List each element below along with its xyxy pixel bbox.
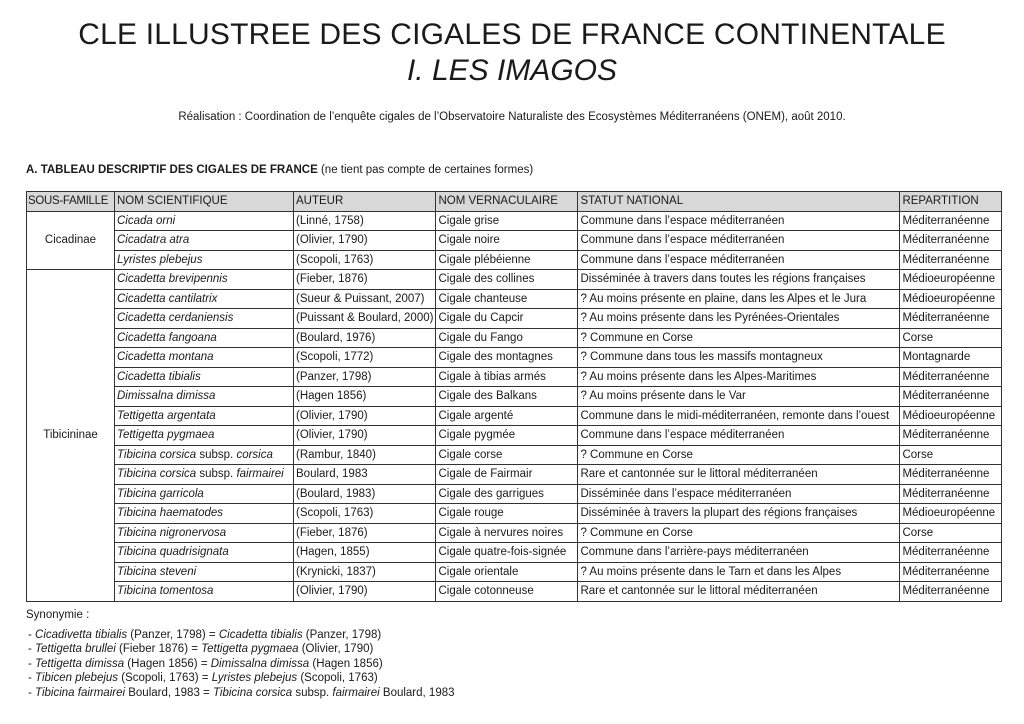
distribution-cell: Méditerranéenne (900, 465, 1002, 485)
scientific-name-cell (115, 211, 294, 231)
table-row (27, 465, 1002, 485)
table-row (27, 387, 1002, 407)
scientific-name-cell (115, 406, 294, 426)
table-row (27, 426, 1002, 446)
vernacular-name-cell: Cigale des Balkans (436, 387, 578, 407)
synonymy-item: - Cicadivetta tibialis (Panzer, 1798) = Cicadetta tibialis (Panzer, 1798) (28, 629, 382, 641)
distribution-cell: Méditerranéenne (900, 250, 1002, 270)
author-cell: (Hagen, 1855) (294, 543, 436, 563)
scientific-name: Tettigetta pygmaea (117, 429, 215, 442)
scientific-name: Cicadetta cantilatrix (117, 292, 218, 305)
table-row (27, 309, 1002, 329)
synonym-subsp-marker: subsp. (292, 686, 333, 699)
synonym-old-author: (Fieber 1876) = (115, 643, 202, 656)
vernacular-name-cell: Cigale quatre-fois-signée (436, 543, 578, 563)
vernacular-name-cell: Cigale grise (436, 211, 578, 231)
vernacular-name-cell: Cigale chanteuse (436, 289, 578, 309)
vernacular-name-cell: Cigale du Fango (436, 328, 578, 348)
synonym-old-name: Tibicen plebejus (35, 672, 119, 685)
table-row (27, 582, 1002, 602)
author-cell: (Rambur, 1840) (294, 445, 436, 465)
scientific-name: Cicadatra atra (117, 234, 190, 247)
national-status-cell: ? Au moins présente dans les Pyrénées-Orientales (578, 309, 900, 329)
synonymy-item: - Tibicina fairmairei Boulard, 1983 = Tibicina corsica subsp. fairmairei Boulard, 1983 (28, 686, 455, 699)
scientific-name: Cicadetta cerdaniensis (117, 312, 234, 325)
author-cell: (Scopoli, 1772) (294, 348, 436, 368)
national-status-cell: ? Au moins présente dans les Alpes-Maritimes (578, 367, 900, 387)
distribution-cell: Méditerranéenne (900, 211, 1002, 231)
distribution-cell: Méditerranéenne (900, 543, 1002, 563)
header-distribution: REPARTITION (900, 192, 1002, 212)
scientific-name-cell (115, 543, 294, 563)
scientific-name: Tibicina nigronervosa (117, 526, 227, 539)
header-scientific-name: NOM SCIENTIFIQUE (115, 192, 294, 212)
national-status-cell: Rare et cantonnée sur le littoral méditerranéen (578, 465, 900, 485)
table-row (27, 445, 1002, 465)
scientific-name: Tibicina corsica (117, 468, 197, 481)
vernacular-name-cell: Cigale cotonneuse (436, 582, 578, 602)
distribution-cell: Méditerranéenne (900, 426, 1002, 446)
synonym-old-name: Tettigetta dimissa (35, 657, 125, 670)
table-row (27, 328, 1002, 348)
synonym-old-author: (Panzer, 1798) = (127, 629, 219, 641)
synonymy-title: Synonymie : (26, 609, 90, 621)
vernacular-name-cell: Cigale du Capcir (436, 309, 578, 329)
author-cell: (Olivier, 1790) (294, 582, 436, 602)
scientific-name: Tibicina quadrisignata (117, 546, 229, 559)
scientific-name-cell (115, 484, 294, 504)
scientific-name-cell (115, 582, 294, 602)
national-status-cell: ? Commune en Corse (578, 328, 900, 348)
subfamily-cell: Tibicininae (27, 270, 115, 602)
distribution-cell: Corse (900, 445, 1002, 465)
synonymy-item: - Tibicen plebejus (Scopoli, 1763) = Lyristes plebejus (Scopoli, 1763) (28, 672, 378, 685)
scientific-name-cell (115, 250, 294, 270)
synonym-valid-name: Lyristes plebejus (211, 672, 298, 685)
national-status-cell: ? Au moins présente dans le Tarn et dans les Alpes (578, 562, 900, 582)
credit-line: Réalisation : Coordination de l’enquête cigales de l’Observatoire Naturaliste des Ecosystèmes Méditerranéens (ONEM), août 2010. (178, 111, 846, 123)
national-status-cell: Commune dans l’espace méditerranéen (578, 250, 900, 270)
scientific-name-cell (115, 348, 294, 368)
scientific-name-cell (115, 231, 294, 251)
header-author: AUTEUR (294, 192, 436, 212)
scientific-name: Cicada orni (117, 214, 176, 227)
national-status-cell: ? Commune dans tous les massifs montagneux (578, 348, 900, 368)
author-cell: (Panzer, 1798) (294, 367, 436, 387)
distribution-cell: Méditerranéenne (900, 231, 1002, 251)
scientific-name: Tettigetta argentata (117, 409, 216, 422)
scientific-name: Cicadetta montana (117, 351, 214, 364)
table-body (27, 211, 1002, 601)
author-cell: (Boulard, 1983) (294, 484, 436, 504)
table-row (27, 523, 1002, 543)
table-row (27, 367, 1002, 387)
vernacular-name-cell: Cigale pygmée (436, 426, 578, 446)
section-heading (26, 164, 533, 176)
synonym-old-author: Boulard, 1983 = (125, 686, 213, 699)
vernacular-name-cell: Cigale des montagnes (436, 348, 578, 368)
header-vernacular-name: NOM VERNACULAIRE (436, 192, 578, 212)
author-cell: (Fieber, 1876) (294, 523, 436, 543)
table-row (27, 250, 1002, 270)
synonym-old-author: (Scopoli, 1763) = (118, 672, 212, 685)
scientific-name-cell (115, 562, 294, 582)
author-cell: (Scopoli, 1763) (294, 504, 436, 524)
distribution-cell: Corse (900, 328, 1002, 348)
author-cell: (Hagen 1856) (294, 387, 436, 407)
scientific-name: Cicadetta fangoana (117, 331, 217, 344)
scientific-name-cell (115, 309, 294, 329)
author-cell: (Olivier, 1790) (294, 426, 436, 446)
subspecies-marker: subsp. (196, 468, 237, 481)
distribution-cell: Médioeuropéenne (900, 270, 1002, 290)
author-cell: (Olivier, 1790) (294, 231, 436, 251)
scientific-name-cell (115, 367, 294, 387)
author-cell: (Puissant & Boulard, 2000) (294, 309, 436, 329)
section-heading-bold: A. TABLEAU DESCRIPTIF DES CIGALES DE FRANCE (26, 164, 318, 176)
synonym-valid-name: Cicadetta tibialis (218, 629, 303, 641)
scientific-name: Tibicina tomentosa (117, 585, 214, 598)
distribution-cell: Méditerranéenne (900, 367, 1002, 387)
author-cell: (Fieber, 1876) (294, 270, 436, 290)
author-cell: (Scopoli, 1763) (294, 250, 436, 270)
table-row (27, 348, 1002, 368)
distribution-cell: Méditerranéenne (900, 562, 1002, 582)
synonym-subsp-name: fairmairei (332, 686, 380, 699)
subfamily-cell: Cicadinae (27, 211, 115, 270)
table-row (27, 211, 1002, 231)
section-note: (ne tient pas compte de certaines formes) (317, 164, 534, 176)
table-row (27, 543, 1002, 563)
national-status-cell: ? Au moins présente dans le Var (578, 387, 900, 407)
vernacular-name-cell: Cigale des garrigues (436, 484, 578, 504)
synonym-valid-name: Tibicina corsica (212, 686, 293, 699)
table-row (27, 484, 1002, 504)
synonym-old-name: Tettigetta brullei (35, 643, 116, 656)
table-row (27, 289, 1002, 309)
national-status-cell: Commune dans l’espace méditerranéen (578, 211, 900, 231)
scientific-name: Dimissalna dimissa (117, 390, 216, 403)
distribution-cell: Méditerranéenne (900, 309, 1002, 329)
vernacular-name-cell: Cigale corse (436, 445, 578, 465)
distribution-cell: Médioeuropéenne (900, 406, 1002, 426)
scientific-name-cell (115, 445, 294, 465)
synonym-valid-author: (Hagen 1856) (309, 657, 383, 670)
author-cell: (Linné, 1758) (294, 211, 436, 231)
synonym-old-name: Tibicina fairmairei (35, 686, 126, 699)
header-subfamily: SOUS-FAMILLE (27, 192, 115, 212)
page-subtitle: I. LES IMAGOS (406, 54, 618, 87)
subspecies-name: fairmairei (236, 468, 284, 481)
synonym-valid-author: Boulard, 1983 (379, 686, 455, 699)
cicada-table (26, 191, 1002, 602)
national-status-cell: ? Au moins présente en plaine, dans les Alpes et le Jura (578, 289, 900, 309)
synonym-valid-name: Dimissalna dimissa (210, 657, 310, 670)
table-row (27, 406, 1002, 426)
vernacular-name-cell: Cigale de Fairmair (436, 465, 578, 485)
national-status-cell: ? Commune en Corse (578, 523, 900, 543)
national-status-cell: Commune dans l’arrière-pays méditerranéen (578, 543, 900, 563)
distribution-cell: Méditerranéenne (900, 484, 1002, 504)
scientific-name: Tibicina corsica (117, 448, 197, 461)
distribution-cell: Montagnarde (900, 348, 1002, 368)
author-cell: Boulard, 1983 (294, 465, 436, 485)
national-status-cell: Disséminée à travers la plupart des régions françaises (578, 504, 900, 524)
scientific-name-cell (115, 270, 294, 290)
synonym-valid-name: Tettigetta pygmaea (201, 643, 299, 656)
scientific-name: Cicadetta tibialis (117, 370, 201, 383)
distribution-cell: Méditerranéenne (900, 582, 1002, 602)
header-national-status: STATUT NATIONAL (578, 192, 900, 212)
scientific-name: Cicadetta brevipennis (117, 273, 228, 286)
distribution-cell: Méditerranéenne (900, 387, 1002, 407)
synonym-old-author: (Hagen 1856) = (124, 657, 211, 670)
vernacular-name-cell: Cigale des collines (436, 270, 578, 290)
vernacular-name-cell: Cigale plébéienne (436, 250, 578, 270)
national-status-cell: Rare et cantonnée sur le littoral méditerranéen (578, 582, 900, 602)
scientific-name: Lyristes plebejus (117, 253, 203, 266)
subspecies-name: corsica (236, 448, 273, 461)
vernacular-name-cell: Cigale noire (436, 231, 578, 251)
subspecies-marker: subsp. (196, 448, 237, 461)
national-status-cell: Commune dans l’espace méditerranéen (578, 426, 900, 446)
scientific-name-cell (115, 523, 294, 543)
vernacular-name-cell: Cigale orientale (436, 562, 578, 582)
national-status-cell: Commune dans l’espace méditerranéen (578, 231, 900, 251)
distribution-cell: Médioeuropéenne (900, 504, 1002, 524)
synonymy-list (28, 628, 455, 700)
table-row (27, 231, 1002, 251)
national-status-cell: Commune dans le midi-méditerranéen, remonte dans l’ouest (578, 406, 900, 426)
synonym-old-name: Cicadivetta tibialis (35, 629, 128, 641)
synonymy-item: - Tettigetta brullei (Fieber 1876) = Tettigetta pygmaea (Olivier, 1790) (28, 643, 374, 656)
scientific-name-cell (115, 504, 294, 524)
table-row (27, 504, 1002, 524)
distribution-cell: Médioeuropéenne (900, 289, 1002, 309)
scientific-name: Tibicina garricola (117, 487, 204, 500)
synonym-valid-author: (Scopoli, 1763) (297, 672, 378, 685)
national-status-cell: Disséminée dans l’espace méditerranéen (578, 484, 900, 504)
synonym-valid-author: (Olivier, 1790) (298, 643, 374, 656)
synonym-valid-author: (Panzer, 1798) (302, 629, 382, 641)
vernacular-name-cell: Cigale à nervures noires (436, 523, 578, 543)
vernacular-name-cell: Cigale rouge (436, 504, 578, 524)
author-cell: (Krynicki, 1837) (294, 562, 436, 582)
vernacular-name-cell: Cigale argenté (436, 406, 578, 426)
table-header-row (27, 192, 1002, 212)
page-title: CLE ILLUSTREE DES CIGALES DE FRANCE CONTINENTALE (78, 18, 946, 51)
scientific-name: Tibicina haematodes (117, 507, 224, 520)
scientific-name: Tibicina steveni (117, 565, 197, 578)
scientific-name-cell (115, 289, 294, 309)
author-cell: (Boulard, 1976) (294, 328, 436, 348)
synonymy-item: - Tettigetta dimissa (Hagen 1856) = Dimissalna dimissa (Hagen 1856) (28, 657, 383, 670)
scientific-name-cell (115, 387, 294, 407)
distribution-cell: Corse (900, 523, 1002, 543)
author-cell: (Olivier, 1790) (294, 406, 436, 426)
national-status-cell: Disséminée à travers dans toutes les régions françaises (578, 270, 900, 290)
vernacular-name-cell: Cigale à tibias armés (436, 367, 578, 387)
table-row (27, 270, 1002, 290)
national-status-cell: ? Commune en Corse (578, 445, 900, 465)
author-cell: (Sueur & Puissant, 2007) (294, 289, 436, 309)
scientific-name-cell (115, 328, 294, 348)
table-row (27, 562, 1002, 582)
scientific-name-cell (115, 426, 294, 446)
scientific-name-cell (115, 465, 294, 485)
